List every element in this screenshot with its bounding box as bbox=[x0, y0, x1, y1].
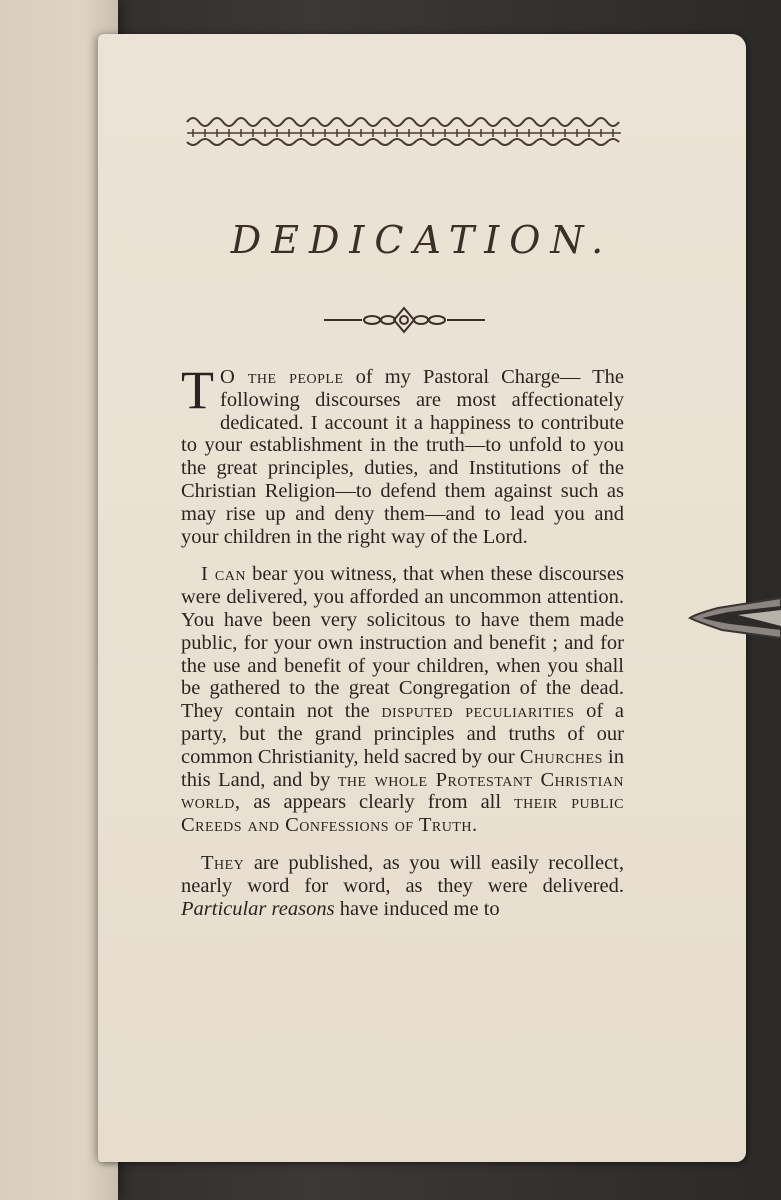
paragraph-1 bbox=[181, 360, 624, 548]
paragraph-2-smallcaps-b: disputed peculiarities bbox=[381, 700, 575, 723]
title-flourish-ornament bbox=[322, 305, 487, 335]
paragraph-3 bbox=[181, 852, 624, 920]
paragraph-1-text: of my Pastoral Charge— The following discourses are most affectionately dedicated. I account it a happiness to contribute to your establishment in the truth—to unfold to you the great principles, duties, and Institutions of the Christian Religion—to defend them against such as may rise up and deny them—and to lead you and your children in the right way of the Lord. bbox=[181, 366, 624, 548]
paragraph-3-text-a: are published, as you will easily recollect, nearly word for word, as they were delivered. bbox=[181, 851, 624, 897]
paragraph-3-text-b: have induced me to bbox=[334, 897, 500, 920]
paragraph-2-lead: I can bbox=[201, 563, 246, 586]
paragraph-2-text-d: as appears clearly from all bbox=[240, 791, 515, 814]
page-title: DEDICATION. bbox=[230, 218, 614, 262]
paragraph-3-italic-b: Particular reasons bbox=[181, 897, 335, 920]
paragraph-2-smallcaps-e: their public Creeds and Confessions of Truth. bbox=[181, 791, 625, 837]
paragraph-2-smallcaps-c: Churches bbox=[519, 745, 603, 768]
paragraph-1-lead: O the people bbox=[220, 366, 344, 388]
paragraph-2-text-b: of a party, but the grand principles and truths of our common Christianity, held sacred by our bbox=[181, 700, 624, 768]
metal-bookmark-clip bbox=[688, 596, 781, 640]
paragraph-2 bbox=[181, 563, 624, 837]
paragraph-3-lead: They bbox=[201, 851, 245, 874]
paragraph-2-text-c: in this Land, and by bbox=[181, 745, 624, 791]
paragraph-2-smallcaps-d: the whole Protestant Christian world, bbox=[181, 768, 624, 814]
dedication-text bbox=[181, 360, 625, 935]
header-ornament bbox=[185, 112, 625, 152]
paragraph-2-text-a: bear you witness, that when these discourses were delivered, you afforded an uncommon attention. You have been very solicitous to have them made public, for your own instruction and benefit ; and for the use and benefit of your children, when you shall be gathered to the great Congregation of the dead. They contain not the bbox=[181, 563, 624, 723]
drop-cap: T bbox=[181, 360, 214, 420]
